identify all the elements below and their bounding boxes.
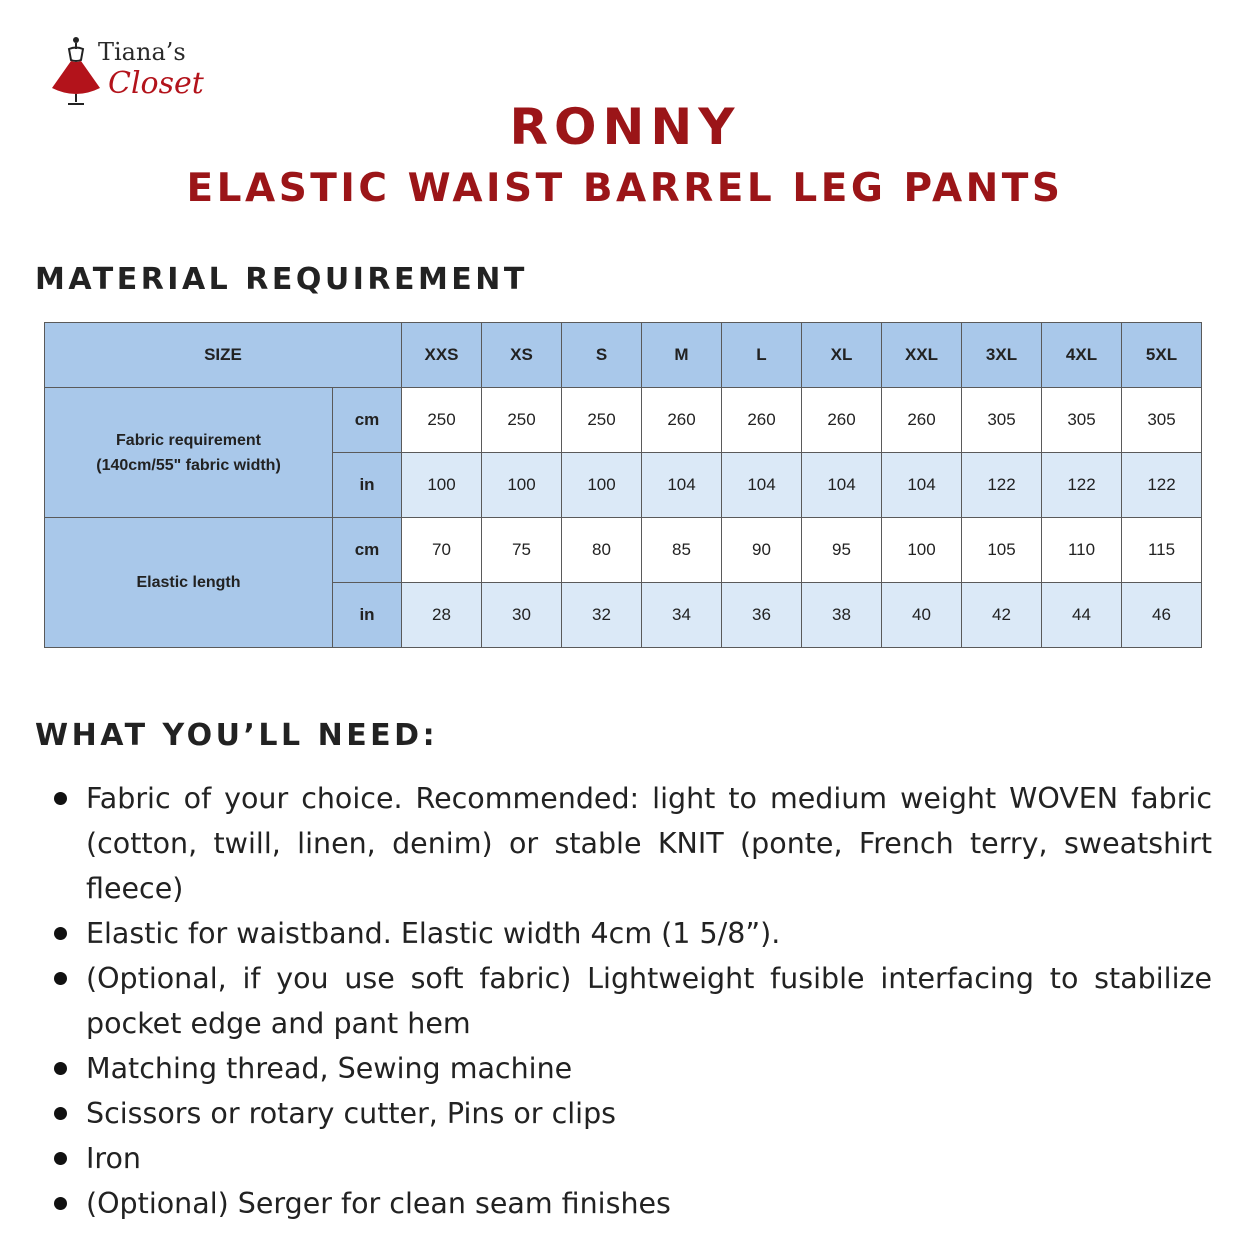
list-item [50,911,1212,956]
list-item [50,956,1212,1046]
table-cell: 115 [1122,518,1202,583]
table-cell: 36 [722,583,802,648]
table-cell: 122 [1122,453,1202,518]
table-cell: 260 [722,388,802,453]
bullet-icon [54,1197,67,1210]
fabric-requirement-label [45,388,333,518]
unit-cell: in [333,453,402,518]
size-header: 5XL [1122,323,1202,388]
table-cell: 34 [642,583,722,648]
size-header-row [45,323,1202,388]
list-item-text: (Optional, if you use soft fabric) Lightweight fusible interfacing to stabilize pocket edge and pant hem [86,962,1212,1040]
table-cell: 70 [402,518,482,583]
material-requirement-heading: MATERIAL REQUIREMENT [35,262,528,297]
table-cell: 104 [802,453,882,518]
list-item-text: Fabric of your choice. Recommended: light to medium weight WOVEN fabric (cotton, twill, linen, denim) or stable KNIT (ponte, French terry, sweatshirt fleece) [86,782,1212,905]
bullet-icon [54,972,67,985]
pattern-subtitle: ELASTIC WAIST BARREL LEG PANTS [186,166,1064,211]
table-cell: 32 [562,583,642,648]
supplies-list [50,776,1212,1226]
size-header: XXL [882,323,962,388]
brand-logo [50,36,210,106]
size-header: 3XL [962,323,1042,388]
fabric-cm-row [45,388,1202,453]
table-cell: 250 [482,388,562,453]
table-cell: 85 [642,518,722,583]
list-item [50,1091,1212,1136]
table-cell: 95 [802,518,882,583]
table-cell: 28 [402,583,482,648]
table-cell: 122 [1042,453,1122,518]
table-cell: 260 [882,388,962,453]
table-cell: 104 [882,453,962,518]
table-cell: 122 [962,453,1042,518]
bullet-icon [54,792,67,805]
pattern-title: RONNY [509,98,741,156]
table-cell: 305 [1042,388,1122,453]
size-header: XXS [402,323,482,388]
list-item-text: Elastic for waistband. Elastic width 4cm (1 5/8”). [86,917,781,950]
elastic-cm-row [45,518,1202,583]
size-header: XL [802,323,882,388]
table-cell: 30 [482,583,562,648]
elastic-length-title: Elastic length [136,574,241,591]
fabric-width-note: (140cm/55" fabric width) [96,456,281,474]
table-cell: 104 [722,453,802,518]
table-cell: 305 [962,388,1042,453]
size-header: L [722,323,802,388]
unit-cell: cm [333,518,402,583]
list-item-text: Iron [86,1142,141,1175]
table-cell: 305 [1122,388,1202,453]
unit-cell: in [333,583,402,648]
list-item-text: Matching thread, Sewing machine [86,1052,573,1085]
table-cell: 105 [962,518,1042,583]
table-cell: 100 [882,518,962,583]
fabric-requirement-title: Fabric requirement [116,431,261,449]
table-cell: 100 [482,453,562,518]
table-cell: 44 [1042,583,1122,648]
bullet-icon [54,1152,67,1165]
what-you-need-heading: WHAT YOU’LL NEED: [35,718,439,753]
table-cell: 100 [402,453,482,518]
size-header: 4XL [1042,323,1122,388]
table-cell: 42 [962,583,1042,648]
table-cell: 250 [402,388,482,453]
table-cell: 90 [722,518,802,583]
bullet-icon [54,1107,67,1120]
elastic-length-label [45,518,333,648]
bullet-icon [54,927,67,940]
table-cell: 80 [562,518,642,583]
unit-cell: cm [333,388,402,453]
size-header: M [642,323,722,388]
bullet-icon [54,1062,67,1075]
table-cell: 104 [642,453,722,518]
brand-name-line2: Closet [108,66,204,101]
list-item-text: Scissors or rotary cutter, Pins or clips [86,1097,617,1130]
material-requirement-table [44,322,1202,648]
size-label: SIZE [45,323,402,388]
brand-name-line1: Tiana’s [98,38,186,66]
table-cell: 260 [802,388,882,453]
table-cell: 46 [1122,583,1202,648]
table-cell: 250 [562,388,642,453]
list-item [50,1181,1212,1226]
table-cell: 38 [802,583,882,648]
size-header: XS [482,323,562,388]
size-header: S [562,323,642,388]
list-item [50,776,1212,911]
list-item-text: (Optional) Serger for clean seam finishes [86,1187,671,1220]
table-cell: 260 [642,388,722,453]
table-cell: 100 [562,453,642,518]
table-cell: 75 [482,518,562,583]
list-item [50,1136,1212,1181]
table-cell: 110 [1042,518,1122,583]
table-cell: 40 [882,583,962,648]
list-item [50,1046,1212,1091]
